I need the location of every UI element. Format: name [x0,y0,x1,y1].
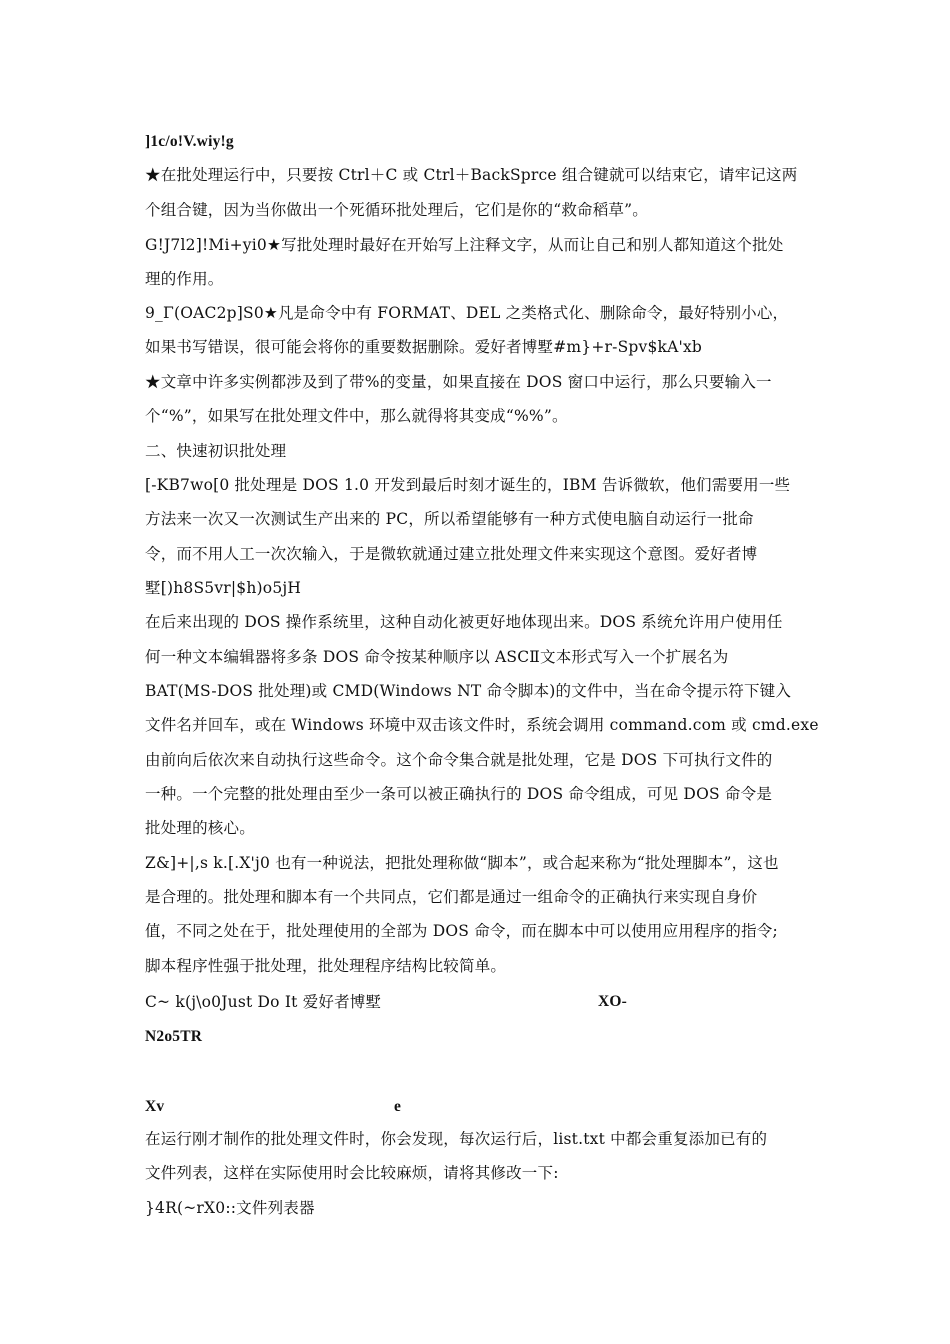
text-line: 如果书写错误，很可能会将你的重要数据删除。爱好者博墅#m}+r-Spv$kA'xb [145,338,703,356]
text-line: C~ k(j\o0Just Do It 爱好者博墅 [145,993,382,1011]
text-line: ]1c/o!V.wiy!g [145,133,234,150]
text-line: 脚本程序性强于批处理，批处理程序结构比较简单。 [145,957,507,975]
text-line: 9_Γ(OAC2p]S0★凡是命令中有 FORMAT、DEL 之类格式化、删除命令，最好特别小心， [145,304,789,322]
text-line: 何一种文本编辑器将多条 DOS 命令按某种顺序以 ASCⅡ文本形式写入一个扩展名为 [145,648,729,666]
text-line: 在运行刚才制作的批处理文件时，你会发现，每次运行后，list.txt 中都会重复添加已有的 [145,1130,768,1148]
text-line: 个组合键，因为当你做出一个死循环批处理后，它们是你的“救命稻草”。 [145,201,648,219]
text-fragment: XO- [598,993,628,1010]
text-line: 由前向后依次来自动执行这些命令。这个命令集合就是批处理，它是 DOS 下可执行文件的 [145,751,773,769]
text-line: 令，而不用人工一次次输入，于是微软就通过建立批处理文件来实现这个意图。爱好者博 [145,545,758,563]
text-line: Z&]+|,s k.[.X'j0 也有一种说法，把批处理称做“脚本”，或合起来称为“批处理脚本”，这也 [145,854,779,872]
text-line: 文件列表，这样在实际使用时会比较麻烦，请将其修改一下: [145,1164,559,1182]
text-fragment: e [394,1098,402,1115]
text-line: 方法来一次又一次测试生产出来的 PC，所以希望能够有一种方式使电脑自动运行一批命 [145,510,754,528]
text-line: 批处理的核心。 [145,819,255,837]
text-line: ★在批处理运行中，只要按 Ctrl＋C 或 Ctrl＋BackSprce 组合键就可以结束它，请牢记这两 [145,166,798,184]
text-line: 理的作用。 [145,270,224,288]
text-line: 一种。一个完整的批处理由至少一条可以被正确执行的 DOS 命令组成，可见 DOS 命令是 [145,785,773,803]
text-line: N2o5TR [145,1028,203,1045]
text-line: [-KB7wo[0 批处理是 DOS 1.0 开发到最后时刻才诞生的，IBM 告诉微软，他们需要用一些 [145,476,791,494]
text-line: 值，不同之处在于，批处理使用的全部为 DOS 命令，而在脚本中可以使用应用程序的指令; [145,922,778,940]
text-line: 是合理的。批处理和脚本有一个共同点，它们都是通过一组命令的正确执行来实现自身价 [145,888,758,906]
text-line: 文件名并回车，或在 Windows 环境中双击该文件时，系统会调用 command.com 或 cmd.exe [145,716,819,734]
text-line: 墅[)h8S5vr|$h)o5jH [145,579,302,597]
text-line: 在后来出现的 DOS 操作系统里，这种自动化被更好地体现出来。DOS 系统允许用户使用任 [145,613,783,631]
text-line: }4R(~rX0::文件列表器 [145,1199,315,1217]
section-heading: 二、快速初识批处理 [145,442,287,460]
text-line: Xv [145,1098,165,1115]
text-line: BAT(MS-DOS 批处理)或 CMD(Windows NT 命令脚本)的文件中，当在命令提示符下键入 [145,682,792,700]
text-line: G!J7l2]!Mi+yi0★写批处理时最好在开始写上注释文字，从而让自己和别人都知道这个批处 [145,236,784,254]
text-line: ★文章中许多实例都涉及到了带%的变量，如果直接在 DOS 窗口中运行，那么只要输入一 [145,373,772,391]
text-line: 个“%”，如果写在批处理文件中，那么就得将其变成“%%”。 [145,407,568,425]
